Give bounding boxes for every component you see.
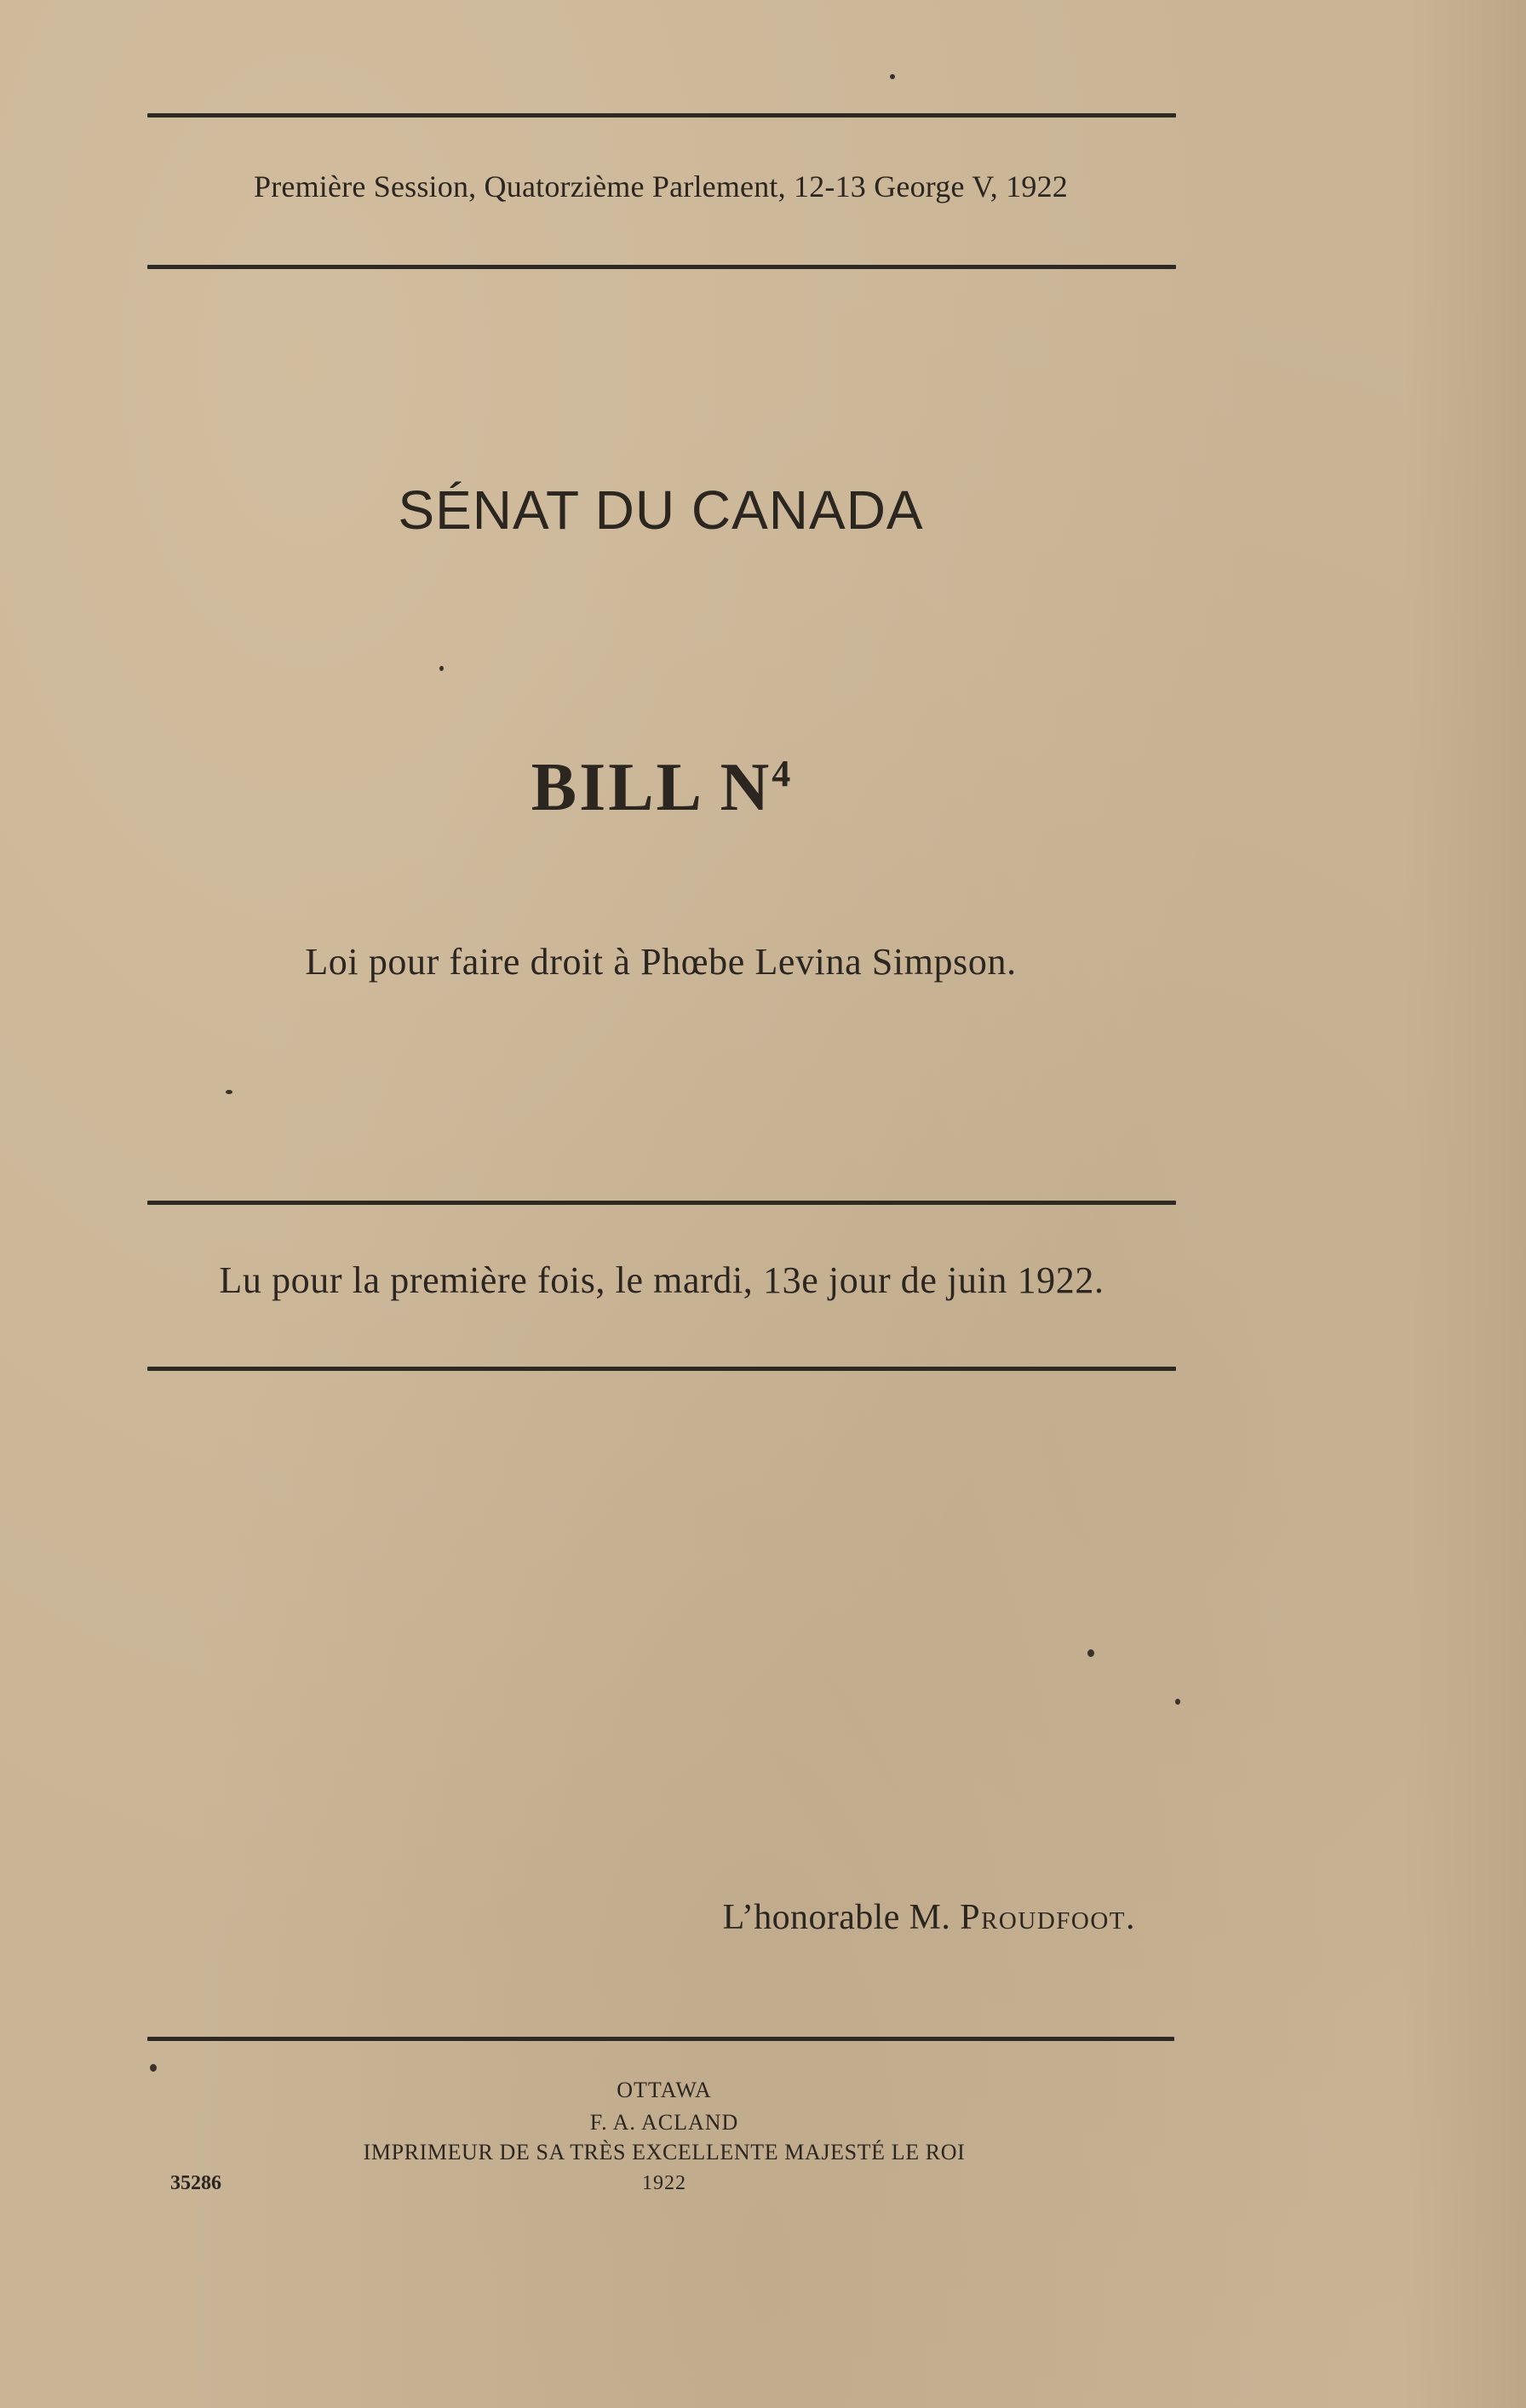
imprint-year: 1922: [642, 2172, 686, 2194]
ink-speck: [890, 74, 895, 79]
sponsor-name: Proudfoot.: [960, 1898, 1136, 1937]
bill-description: Loi pour faire droit à Phœbe Levina Simpson.: [305, 941, 1017, 983]
ink-speck: [150, 2064, 157, 2072]
top-rule: [147, 113, 1176, 118]
reading-bottom-rule: [147, 1367, 1176, 1371]
header-rule: [147, 265, 1176, 269]
sponsor-line: [723, 1897, 1136, 1938]
ink-speck: [1087, 1649, 1094, 1657]
ink-speck: [226, 1090, 232, 1094]
bill-number: 4: [772, 753, 791, 794]
print-reference-number: 35286: [170, 2172, 221, 2194]
imprint-city: OTTAWA: [617, 2078, 712, 2102]
ink-speck: [439, 666, 444, 671]
ink-speck: [1175, 1699, 1180, 1705]
sponsor-prefix: L’honorable M.: [722, 1898, 951, 1937]
senate-heading: SÉNAT DU CANADA: [398, 479, 924, 541]
reading-top-rule: [147, 1201, 1176, 1205]
bill-label: BILL N: [531, 750, 772, 825]
imprint-printer: F. A. ACLAND: [589, 2110, 739, 2135]
bill-title: [0, 749, 1322, 827]
first-reading-line: Lu pour la première fois, le mardi, 13e jour de juin 1922.: [219, 1259, 1104, 1301]
imprint-rule: [147, 2037, 1174, 2041]
session-line: Première Session, Quatorzième Parlement, 12-13 George V, 1922: [253, 169, 1068, 204]
imprint-office: IMPRIMEUR DE SA TRÈS EXCELLENTE MAJESTÉ LE ROI: [363, 2140, 966, 2164]
